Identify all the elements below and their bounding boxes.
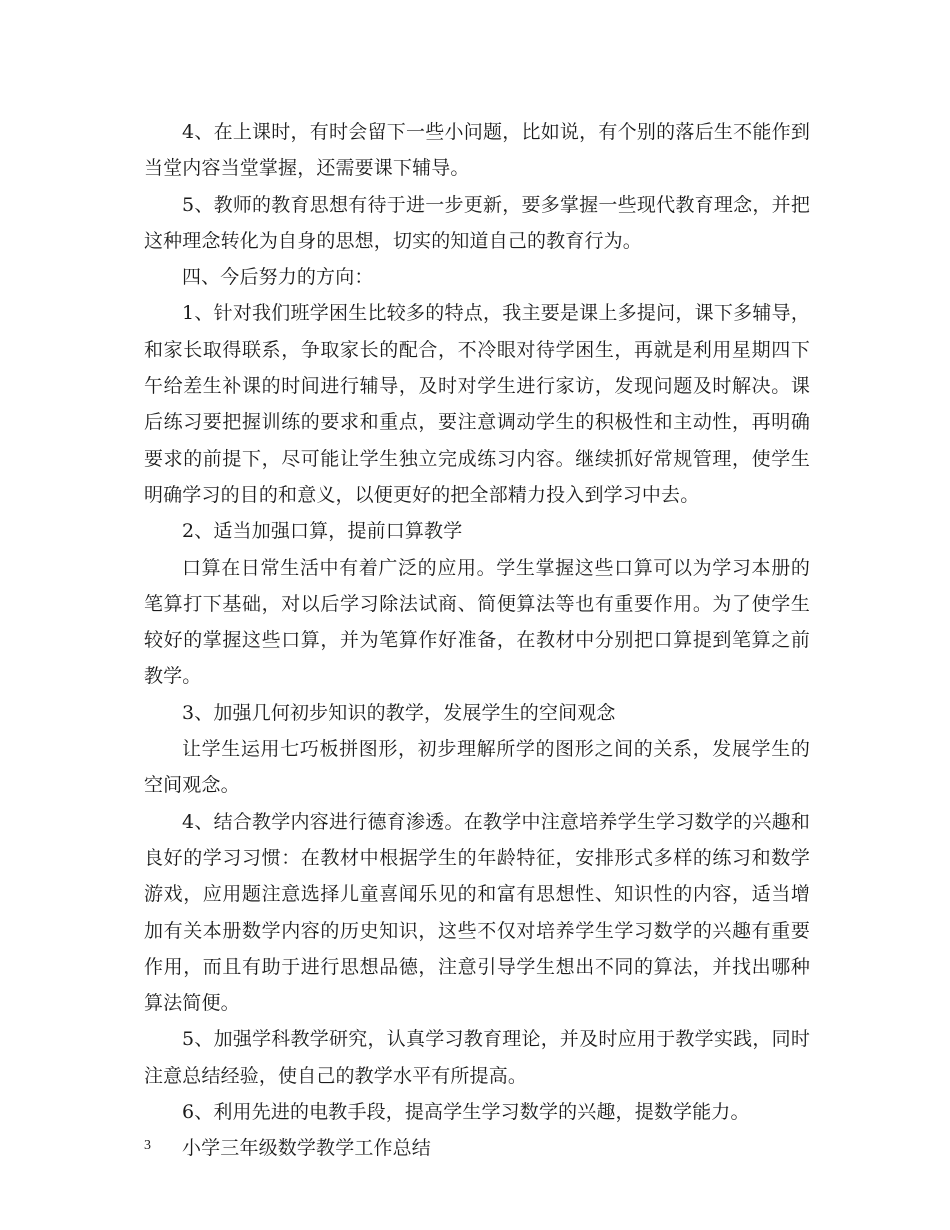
- paragraph-item-5-teacher-thinking: 5、教师的教育思想有待于进一步更新，要多掌握一些现代教育理念，并把这种理念转化为自身的思想，切实的知道自己的教育行为。: [144, 193, 810, 252]
- paragraph-item-5-teaching-research: 5、加强学科教学研究，认真学习教育理论，并及时应用于教学实践，同时注意总结经验，使自己的教学水平有所提高。: [144, 1028, 810, 1087]
- page-number: 3: [144, 1138, 151, 1153]
- paragraph-item-2-heading-mental-math: 2、适当加强口算，提前口算教学: [182, 520, 463, 543]
- paragraph-item-4-after-class: 4、在上课时，有时会留下一些小问题，比如说，有个别的落后生不能作到当堂内容当堂掌握，还需要课下辅导。: [144, 121, 810, 180]
- paragraph-item-4-moral-education: 4、结合教学内容进行德育渗透。在教学中注意培养学生学习数学的兴趣和良好的学习习惯：在教材中根据学生的年龄特征，安排形式多样的练习和数学游戏，应用题注意选择儿童喜闻乐见的和富有思想性、知识性的内容，适当增加有关本册数学内容的历史知识，这些不仅对培养学生学习数学的兴趣有重要作用，而且有助于进行思想品德，注意引导学生想出不同的算法，并找出哪种算法简便。: [144, 810, 810, 1015]
- paragraph-geometry-body: 让学生运用七巧板拼图形，初步理解所学的图形之间的关系，发展学生的空间观念。: [144, 738, 810, 797]
- paragraph-mental-math-body: 口算在日常生活中有着广泛的应用。学生掌握这些口算可以为学习本册的笔算打下基础，对以后学习除法试商、简便算法等也有重要作用。为了使学生较好的掌握这些口算，并为笔算作好准备，在教材中分别把口算提到笔算之前教学。: [144, 556, 810, 688]
- section-heading-future-direction: 四、今后努力的方向：: [182, 266, 374, 289]
- document-subtitle: 小学三年级数学教学工作总结: [182, 1137, 431, 1160]
- paragraph-item-6-multimedia: 6、利用先进的电教手段，提高学生学习数学的兴趣，提数学能力。: [182, 1101, 750, 1124]
- paragraph-item-1-struggling-students: 1、针对我们班学困生比较多的特点，我主要是课上多提问，课下多辅导，和家长取得联系，争取家长的配合，不冷眼对待学困生，再就是利用星期四下午给差生补课的时间进行辅导，及时对学生进行家访，发现问题及时解决。课后练习要把握训练的要求和重点，要注意调动学生的积极性和主动性，再明确要求的前提下，尽可能让学生独立完成练习内容。继续抓好常规管理，使学生明确学习的目的和意义，以便更好的把全部精力投入到学习中去。: [144, 302, 810, 506]
- paragraph-item-3-heading-geometry: 3、加强几何初步知识的教学，发展学生的空间观念: [182, 701, 616, 724]
- document-body: [144, 114, 810, 1167]
